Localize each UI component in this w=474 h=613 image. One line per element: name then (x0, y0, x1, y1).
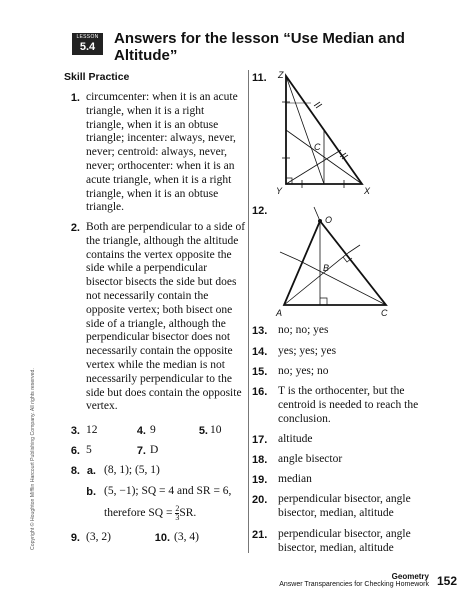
footer-subject: Geometry (391, 572, 429, 581)
answer-1-number: 1. (70, 92, 80, 104)
answer-5-number: 5. (198, 425, 208, 437)
extension-top (314, 207, 320, 221)
fraction-denominator: 3 (175, 513, 180, 522)
label-c: C (314, 142, 321, 152)
median-z-line (286, 76, 324, 184)
copyright-text: Copyright © Houghton Mifflin Harcourt Publishing Company. All rights reserved. (30, 368, 36, 550)
label-c: C (381, 308, 388, 318)
answer-18-text: angle bisector (278, 453, 343, 465)
answer-14-text: yes; yes; yes (278, 345, 337, 357)
figure-12-triangle (262, 205, 402, 320)
answer-11-number: 11. (252, 72, 267, 84)
answer-13-text: no; no; yes (278, 324, 329, 336)
answer-8b-conclusion-pre: therefore SQ = (104, 507, 176, 520)
answer-2-text: Both are perpendicular to a side of the triangle, although the altitude contains the vertex opposite the side while a perpendicular bisector bisects the side but does not necessarily contain the opposite vertex; both bisect one side of a triangle, although the perpendicular bisector does not necessarily contain the opposite vertex while the median is not necessarily perpendicular to the side but does contain the opposite vertex. (86, 221, 246, 413)
answer-4-text: 9 (150, 424, 156, 436)
answer-3-number: 3. (70, 425, 80, 437)
answer-15-number: 15. (252, 366, 268, 378)
copyright-notice (30, 330, 38, 550)
answer-1-text: circumcenter: when it is an acute triangle, when it is a right triangle, when it is an obtuse triangle; incenter: always, never, never; centroid: always, never, never; orthocenter: when it is an acute triangle, when it is a right triangle, when it is an obtuse triangle. (86, 91, 238, 214)
altitude-a (284, 253, 348, 305)
lesson-label: LESSON (76, 34, 99, 40)
answer-18-number: 18. (252, 454, 268, 466)
answer-8b-conclusion (104, 505, 196, 522)
answer-15-text: no; yes; no (278, 365, 329, 377)
label-o: O (325, 215, 333, 225)
answer-8b-part: b. (86, 486, 96, 498)
answer-8a-text: (8, 1); (5, 1) (104, 464, 160, 476)
label-y: Y (276, 186, 283, 196)
answer-21-number: 21. (252, 529, 268, 541)
answer-16-number: 16. (252, 386, 268, 398)
answer-19-number: 19. (252, 474, 268, 486)
answer-14-number: 14. (252, 346, 268, 358)
extension-right (348, 245, 360, 253)
answer-7-number: 7. (136, 445, 146, 457)
answer-17-number: 17. (252, 434, 268, 446)
fraction-numerator: 2 (175, 504, 180, 513)
answer-12-number: 12. (252, 205, 268, 217)
answer-20-text: perpendicular bisector, angle bisector, median, altitude (278, 493, 411, 519)
lesson-number: 5.4 (79, 41, 96, 53)
answer-10-number: 10. (154, 532, 170, 544)
label-b: B (323, 263, 330, 273)
answer-21-text: perpendicular bisector, angle bisector, median, altitude (278, 528, 411, 554)
answer-2-number: 2. (70, 222, 80, 234)
answer-13-number: 13. (252, 325, 268, 337)
answer-8b-conclusion-post: SR. (179, 507, 197, 520)
page-title: Answers for the lesson “Use Median and Altitude” (114, 30, 405, 64)
answer-8-number: 8. (70, 465, 80, 477)
answer-17-text: altitude (278, 433, 313, 445)
answer-6-text: 5 (86, 444, 92, 456)
answer-20-number: 20. (252, 494, 268, 506)
answer-8b-text: (5, −1); SQ = 4 and SR = 6, (104, 485, 232, 497)
answer-8a-part: a. (86, 465, 96, 477)
tick-mark-5 (314, 102, 320, 106)
footer-description: Answer Transparencies for Checking Homework (279, 581, 429, 588)
answer-3-text: 12 (86, 424, 98, 436)
tick-mark-6 (316, 104, 322, 108)
answer-7-text: D (150, 444, 159, 456)
extension-left (280, 252, 298, 260)
lesson-badge (72, 33, 103, 55)
answer-5-text: 10 (210, 424, 222, 436)
answer-19-text: median (278, 473, 312, 485)
section-title: Skill Practice (64, 71, 130, 83)
answer-9-text: (3, 2) (86, 531, 111, 543)
answer-6-number: 6. (70, 445, 80, 457)
label-x: X (364, 186, 371, 196)
label-z: Z (278, 70, 284, 80)
answer-9-number: 9. (70, 532, 80, 544)
right-angle-mark-base (320, 298, 327, 305)
column-divider (248, 70, 249, 553)
point-o (318, 219, 322, 223)
answer-10-text: (3, 4) (174, 531, 199, 543)
answer-16-text: T is the orthocenter, but the centroid is needed to reach the conclusion. (278, 385, 419, 425)
page-number: 152 (437, 574, 458, 588)
figure-11-triangle (270, 66, 380, 198)
answer-4-number: 4. (136, 425, 146, 437)
label-a: A (276, 308, 283, 318)
